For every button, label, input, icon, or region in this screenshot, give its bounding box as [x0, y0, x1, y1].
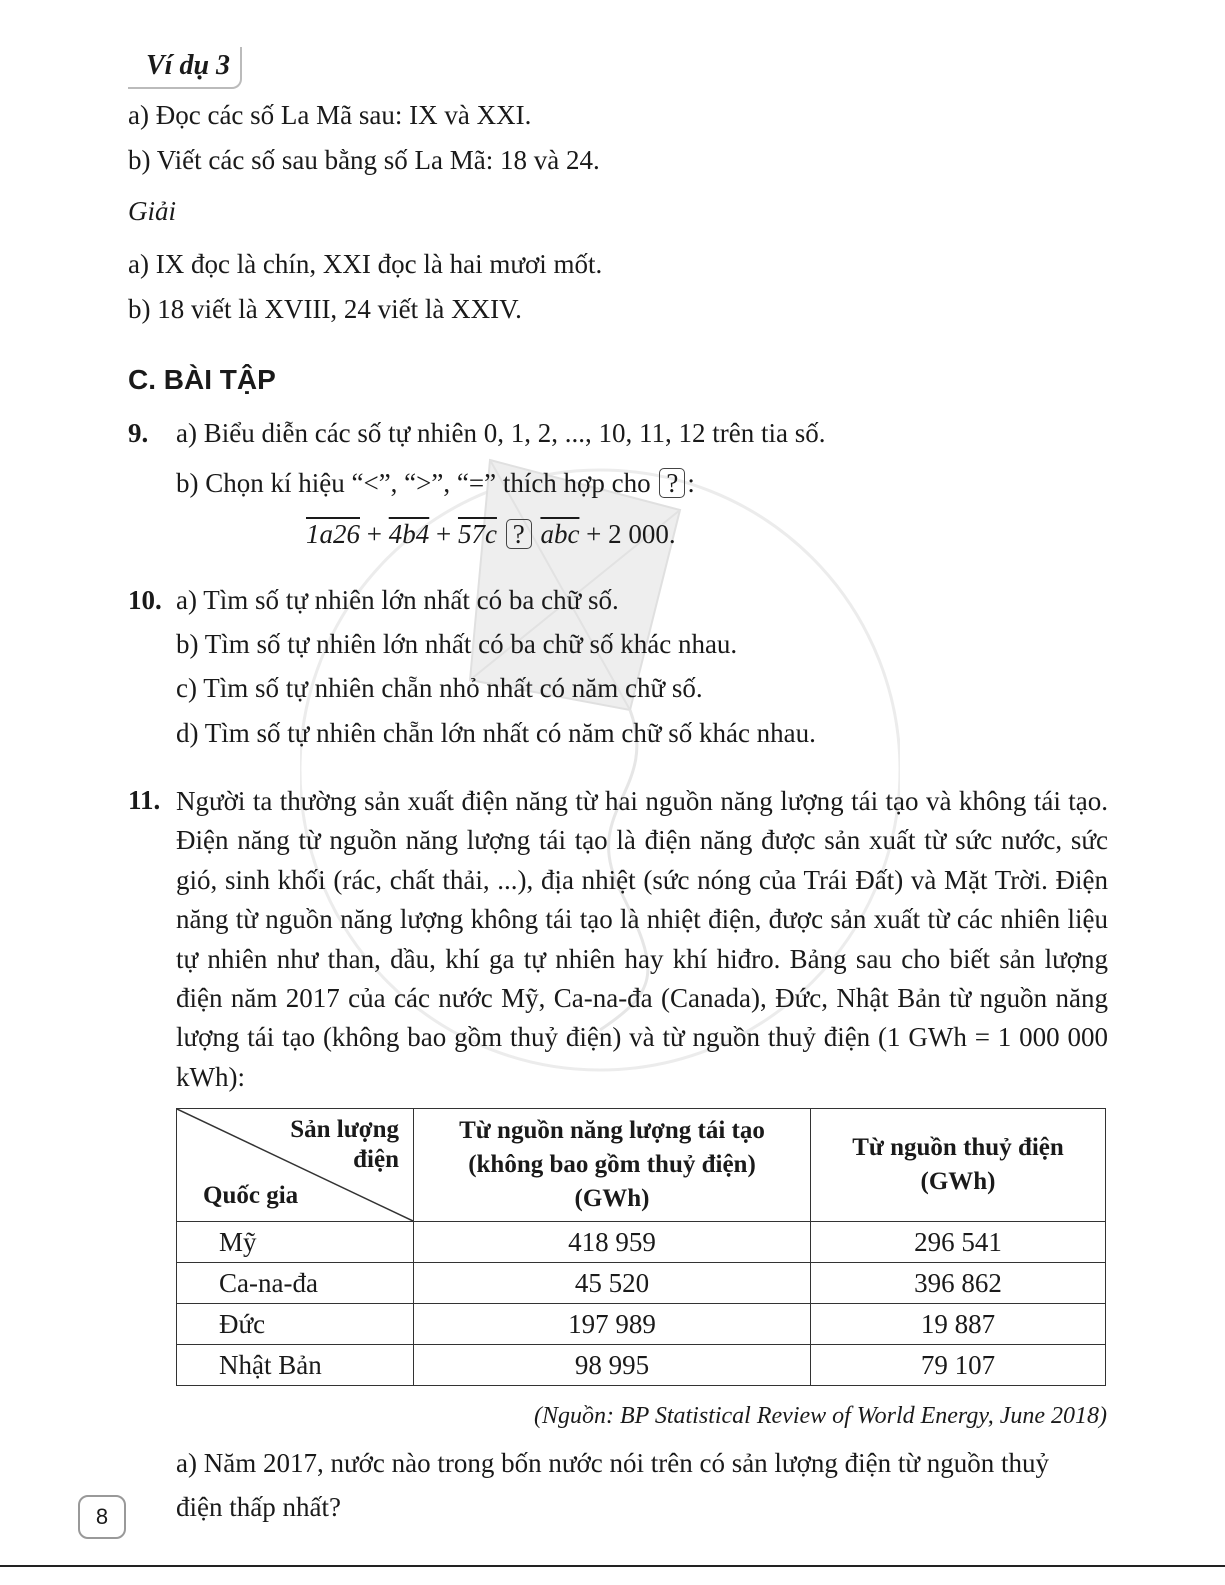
col-renewable-line1: Từ nguồn năng lượng tái tạo [459, 1117, 765, 1144]
ex9-b-text: b) Chọn kí hiệu “<”, “>”, “=” thích hợp cho [176, 468, 651, 498]
diag-top [290, 1115, 399, 1175]
solution-a: a) IX đọc là chín, XXI đọc là hai mươi mốt. [128, 249, 603, 279]
col-hydro-line1: Từ nguồn thuỷ điện [852, 1134, 1064, 1161]
col-hydro-header [811, 1109, 1106, 1222]
diag-top-line2: điện [353, 1146, 399, 1173]
ex9-number: 9. [128, 418, 149, 448]
example-tag [128, 47, 242, 89]
ex10-part-c: c) Tìm số tự nhiên chẵn nhỏ nhất có năm chữ số. [176, 673, 703, 703]
plus-sign: + [435, 519, 452, 549]
diagonal-header [177, 1109, 414, 1222]
ex10-part-a: a) Tìm số tự nhiên lớn nhất có ba chữ số. [176, 585, 619, 615]
question-box: ? [659, 468, 685, 498]
ex11-paragraph: Người ta thường sản xuất điện năng từ hai nguồn năng lượng tái tạo và không tái tạo. Điện năng từ nguồn năng lượng tái tạo là điện năng được sản xuất từ sức nước, sức gió, sinh khối (rác, chất thải, ...), địa nhiệt (sức nóng của Trái Đất) và Mặt Trời. Điện năng từ nguồn năng lượng không tái tạo là nhiệt điện, được sản xuất từ các nhiên liệu tự nhiên như than, dầu, khí ga tự nhiên hay khí hiđro. Bảng sau cho biết sản lượng điện năm 2017 của các nước Mỹ, Ca-na-đa (Canada), Đức, Nhật Bản từ nguồn năng lượng tái tạo (không bao gồm thuỷ điện) và từ nguồn thuỷ điện (1 GWh = 1 000 000 kWh): [176, 786, 1108, 1092]
hydro-cell: 296 541 [811, 1222, 1106, 1263]
col-renewable-header [414, 1109, 811, 1222]
table-row [177, 1304, 1106, 1345]
question-box: ? [506, 519, 532, 549]
term-4b4: 4b4 [388, 519, 430, 549]
solution-label: Giải [128, 196, 177, 226]
page-number: 8 [78, 1495, 126, 1539]
renewable-cell: 45 520 [414, 1263, 811, 1304]
bottom-rule [0, 1565, 1225, 1567]
renewable-cell: 98 995 [414, 1345, 811, 1386]
ex9-part-a: a) Biểu diễn các số tự nhiên 0, 1, 2, ..., 10, 11, 12 trên tia số. [176, 418, 826, 448]
section-heading: C. BÀI TẬP [128, 364, 276, 395]
table-row [177, 1222, 1106, 1263]
ex11-question-a-line2: điện thấp nhất? [176, 1492, 341, 1522]
table-row [177, 1345, 1106, 1386]
solution-b: b) 18 viết là XVIII, 24 viết là XXIV. [128, 294, 522, 324]
renewable-cell: 418 959 [414, 1222, 811, 1263]
ex9-part-b [176, 468, 695, 499]
country-cell: Nhật Bản [177, 1345, 414, 1386]
country-cell: Ca-na-đa [177, 1263, 414, 1304]
diag-top-line1: Sản lượng [290, 1116, 399, 1143]
hydro-cell: 79 107 [811, 1345, 1106, 1386]
col-hydro-line2: (GWh) [920, 1168, 996, 1195]
term-abc: $\overline{abc}$ [540, 519, 580, 549]
ex11-number: 11. [128, 785, 161, 815]
ex9-expression [306, 519, 676, 550]
col-renewable-line2: (không bao gồm thuỷ điện) [468, 1151, 756, 1178]
ex10-number: 10. [128, 585, 162, 615]
term-57c: 57c [457, 519, 497, 549]
col-renewable-line3: (GWh) [574, 1185, 650, 1212]
ex10-part-d: d) Tìm số tự nhiên chẵn lớn nhất có năm chữ số khác nhau. [176, 718, 816, 748]
renewable-cell: 197 989 [414, 1304, 811, 1345]
table-row [177, 1263, 1106, 1304]
term-1a26: 1a26 [306, 519, 360, 549]
ex11-question-a-line1: a) Năm 2017, nước nào trong bốn nước nói trên có sản lượng điện từ nguồn thuỷ [176, 1448, 1049, 1478]
diag-bottom: Quốc gia [203, 1182, 299, 1209]
example-part-a: a) Đọc các số La Mã sau: IX và XXI. [128, 100, 532, 130]
energy-table [176, 1108, 1106, 1386]
hydro-cell: 396 862 [811, 1263, 1106, 1304]
example-part-b: b) Viết các số sau bằng số La Mã: 18 và 24. [128, 145, 600, 175]
plus-sign: + [366, 519, 382, 549]
hydro-cell: 19 887 [811, 1304, 1106, 1345]
ex9-colon: : [687, 468, 695, 498]
table-source: (Nguồn: BP Statistical Review of World Energy, June 2018) [533, 1403, 1107, 1429]
ex10-part-b: b) Tìm số tự nhiên lớn nhất có ba chữ số khác nhau. [176, 629, 738, 659]
example-title: Ví dụ 3 [146, 50, 231, 81]
country-cell: Đức [177, 1304, 414, 1345]
expression-tail: + 2 000. [586, 519, 676, 549]
country-cell: Mỹ [177, 1222, 414, 1263]
